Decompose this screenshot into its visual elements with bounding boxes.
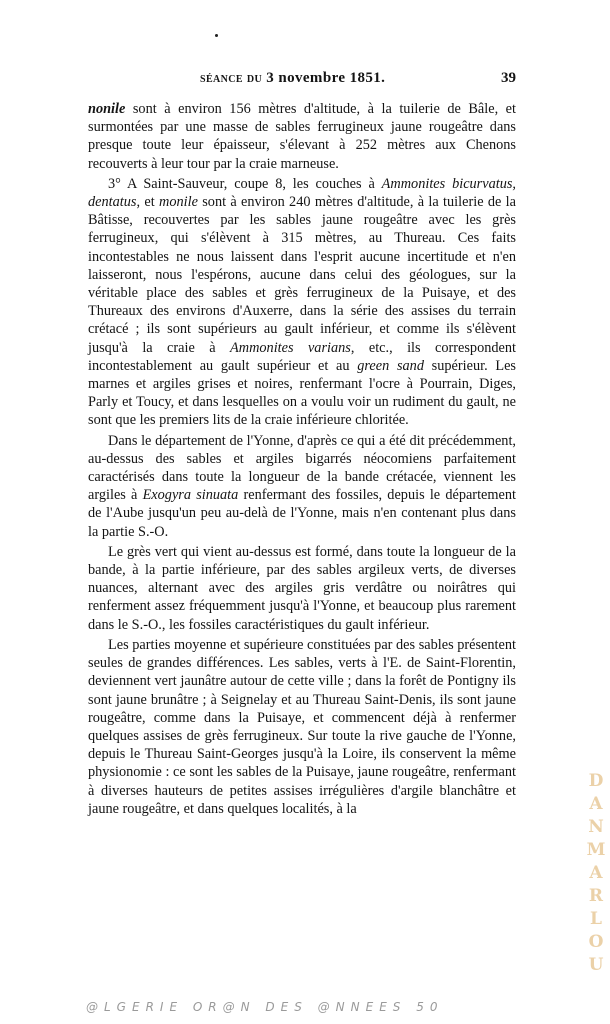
italic-term: nonile — [88, 101, 126, 117]
running-header — [88, 70, 516, 92]
watermark-letter: A — [589, 794, 603, 814]
watermark-letter: M — [586, 840, 606, 860]
text-run: , et — [136, 194, 159, 211]
speck-mark — [215, 34, 218, 37]
watermark-letter: O — [588, 932, 604, 952]
side-watermark — [585, 770, 607, 992]
italic-term: Ammonites varians — [230, 339, 351, 356]
bottom-watermark: @LGERIE OR@N DES @NNEES 50 — [86, 1000, 444, 1014]
watermark-letter: R — [588, 886, 604, 906]
paragraph — [88, 175, 516, 430]
watermark-letter: D — [588, 771, 604, 791]
paragraph — [88, 432, 516, 541]
page-number: 39 — [501, 70, 516, 86]
text-run: 3° A Saint-Sauveur, coupe 8, les couches à — [108, 175, 382, 192]
watermark-letter: U — [588, 955, 604, 975]
body-text — [88, 100, 516, 818]
watermark-letter: L — [590, 909, 602, 929]
text-run: renfermant des fossiles, depuis le département de l'Aube jusqu'un peu au-delà de l'Yonne, mais n'en contenant plus dans la partie S.-O. — [88, 487, 516, 540]
italic-term: monile — [159, 194, 198, 211]
header-title: séance du 3 novembre 1851. — [200, 70, 386, 86]
text-run: Dans le département de l'Yonne, d'après ce qui a été dit précédemment, au-dessus des sables et argiles bigarrés néocomiens parfaitement caractérisés dans toute la longueur de la bande crétacée, viennent les argiles à — [88, 432, 516, 504]
text-run: sont à environ 240 mètres d'altitude, à la tuilerie de la Bâtisse, recouvertes par les sables jaune rougeâtre avec les grès ferrugineux, qui s'élèvent à 315 mètres, au Thureau. Ces faits incontestables ne nous laissent dans l'esprit aucune incertitude et n'en laisseront, nous l'espérons, aucune dans celui des géologues, sur la véritable place des sables et grès ferrugineux de la Puisaye, et des Thureaux des environs d'Auxerre, dans la série des assises du terrain crétacé ; ils sont supérieurs au gault inférieur, et comme ils s'élèvent jusqu'à la craie à — [88, 194, 516, 356]
text-run: supérieur. Les marnes et argiles grises et noires, renfermant l'ocre à Pourrain, Diges, Parly et Toucy, et dans lesquelles on a voulu voir un rudiment du gault, ne sont que les premiers lits de la craie inférieure chloritée. — [88, 357, 516, 429]
italic-term: Ammonites bicurvatus, dentatus — [88, 175, 517, 211]
text-run: sont à environ 156 mètres d'altitude, à la tuilerie de Bâle, et surmontées par une masse de sables ferrugineux jaune rougeâtre dans presque toute leur épaisseur, s'élevant à 252 mètres aux Chenons recouverts à leur tour par la craie marneuse. — [88, 101, 516, 172]
paragraph — [88, 100, 516, 173]
paragraph — [88, 543, 516, 634]
watermark-letter: N — [588, 817, 604, 837]
italic-term: green sand — [357, 357, 424, 374]
text-run: Les parties moyenne et supérieure constituées par des sables présentent seules de grandes différences. Les sables, verts à l'E. de Saint-Florentin, deviennent vert jaunâtre autour de cette ville ; dans la forêt de Pontigny ils sont jaune brunâtre ; à Seignelay et au Thureau Saint-Denis, ils sont jaune rougeâtre, comme dans la Puisaye, et commencent déjà à renfermer quelques assises de grès ferrugineux. Sur toute la rive gauche de l'Yonne, depuis le Thureau Saint-Georges jusqu'à la Loire, ils conservent la même physionomie : ce sont les sables de la Puisaye, jaune rougeâtre, renfermant à diverses hauteurs de petites assises irrégulières d'argile blanchâtre et jaune rougeâtre, et dans quelques localités, à la — [88, 636, 516, 817]
watermark-letter: A — [589, 863, 603, 883]
italic-term: Exogyra sinuata — [142, 487, 239, 504]
text-run: Le grès vert qui vient au-dessus est formé, dans toute la longueur de la bande, à la partie inférieure, par des sables argileux verts, de diverses nuances, alternant avec des argiles gris verdâtre ou noirâtres qui renferment assez fréquemment jusqu'à l'Yonne, et beaucoup plus rarement dans le S.-O., les fossiles caractéristiques du gault inférieur. — [88, 543, 516, 633]
paragraph — [88, 636, 516, 818]
text-run: , etc., ils correspondent incontestablement au gault supérieur et au — [88, 339, 516, 374]
